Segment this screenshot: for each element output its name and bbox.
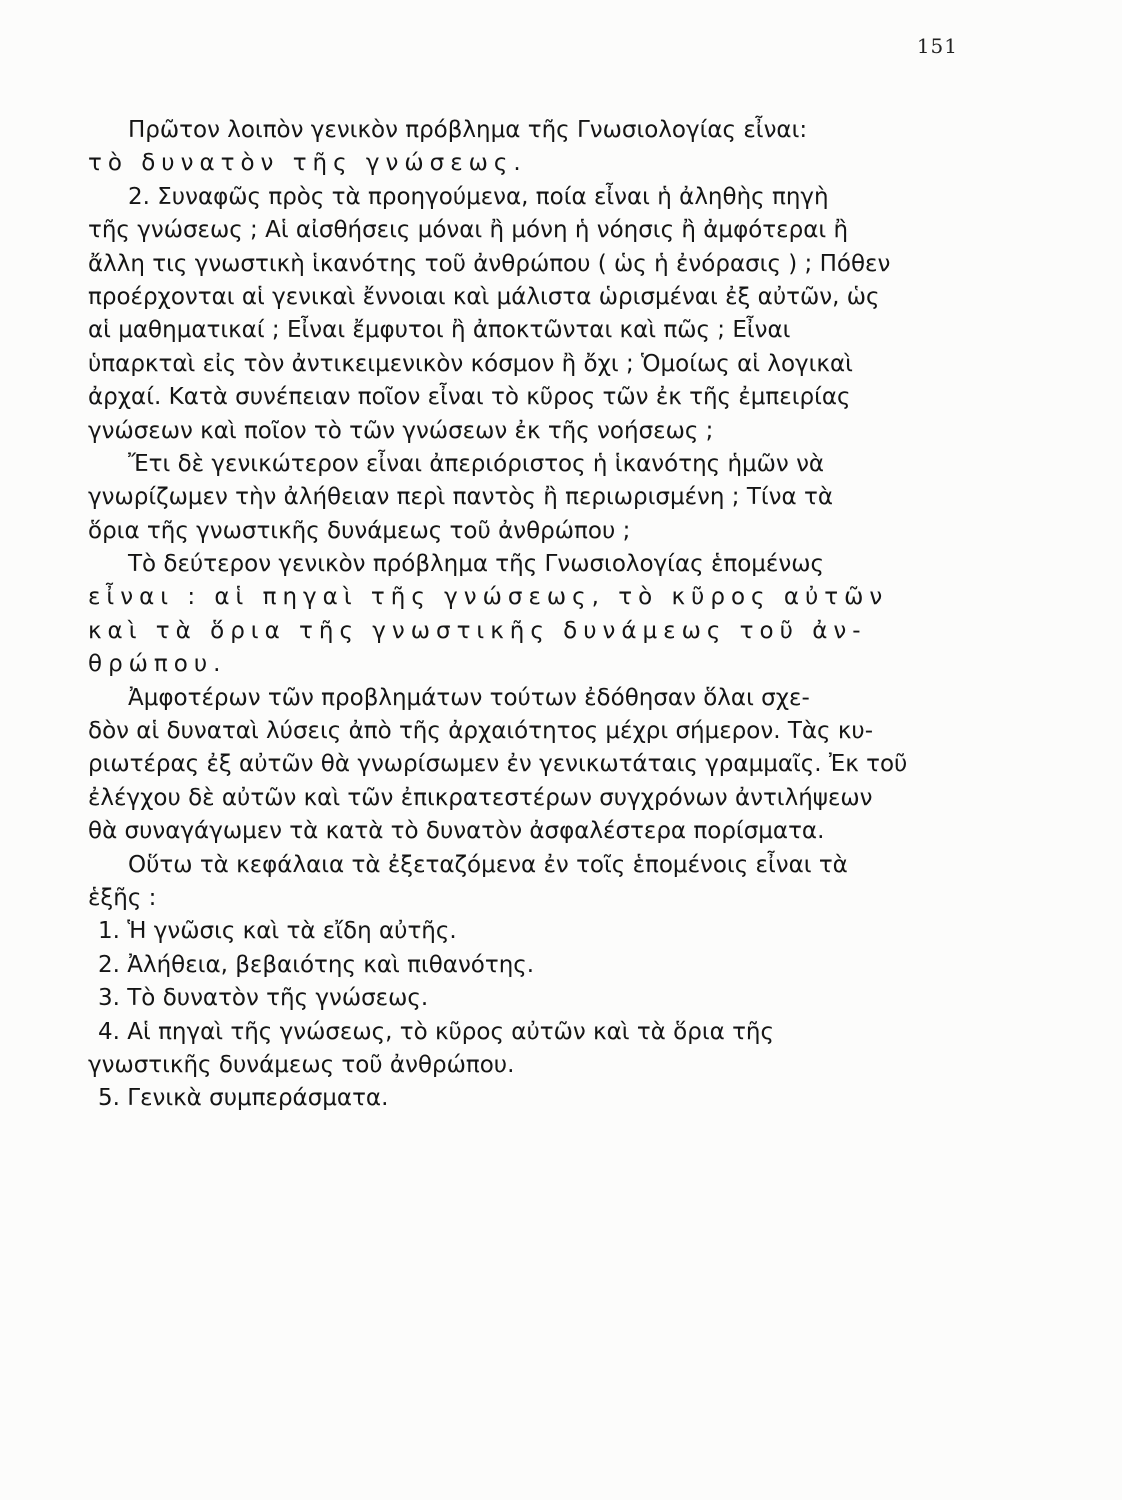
text-line-spaced: θρώπου. [88,651,227,678]
text-line: θὰ συναγάγωμεν τὰ κατὰ τὸ δυνατὸν ἀσφαλέστερα πορίσματα. [88,818,825,845]
text-line-spaced: εἶναι : αἱ πηγαὶ τῆς γνώσεως, τὸ κῦρος αὐτῶν [88,584,889,611]
list-item: 1. Ἡ γνῶσις καὶ τὰ εἴδη αὐτῆς. [98,918,457,945]
page-body-text [88,114,958,1116]
text-line: Ἔτι δὲ γενικώτερον εἶναι ἀπεριόριστος ἡ ἱκανότης ἡμῶν νὰ [128,450,825,477]
text-line: δὸν αἱ δυναταὶ λύσεις ἀπὸ τῆς ἀρχαιότητος μέχρι σήμερον. Τὰς κυ- [88,718,873,745]
text-line: γνώσεων καὶ ποῖον τὸ τῶν γνώσεων ἐκ τῆς νοήσεως ; [88,417,714,444]
text-line-spaced: καὶ τὰ ὅρια τῆς γνωστικῆς δυνάμεως τοῦ ἀν- [88,617,867,644]
text-line: τῆς γνώσεως ; Αἱ αἰσθήσεις μόναι ἢ μόνη ἡ νόησις ἢ ἀμφότεραι ἢ [88,217,849,244]
list-item-continuation: γνωστικῆς δυνάμεως τοῦ ἀνθρώπου. [88,1051,515,1078]
page-number: 151 [916,34,958,58]
list-item: 5. Γενικὰ συμπεράσματα. [98,1085,389,1112]
text-line: αἱ μαθηματικαί ; Εἶναι ἔμφυτοι ἢ ἀποκτῶνται καὶ πῶς ; Εἶναι [88,317,791,344]
text-line: Τὸ δεύτερον γενικὸν πρόβλημα τῆς Γνωσιολογίας ἑπομένως [128,551,824,578]
text-line: ἑξῆς : [88,884,157,911]
text-line-spaced: τὸ δυνατὸν τῆς γνώσεως. [88,150,527,177]
text-line: ἄλλη τις γνωστικὴ ἱκανότης τοῦ ἀνθρώπου ( ὡς ἡ ἐνόρασις ) ; Πόθεν [88,250,891,277]
text-line: Ἀμφοτέρων τῶν προβλημάτων τούτων ἐδόθησαν ὅλαι σχε- [128,684,810,711]
text-line: 2. Συναφῶς πρὸς τὰ προηγούμενα, ποία εἶναι ἡ ἀληθὴς πηγὴ [128,183,829,210]
text-line: Οὕτω τὰ κεφάλαια τὰ ἐξεταζόμενα ἐν τοῖς ἑπομένοις εἶναι τὰ [128,851,848,878]
list-item: 2. Ἀλήθεια, βεβαιότης καὶ πιθανότης. [98,951,535,978]
text-line: ὑπαρκταὶ εἰς τὸν ἀντικειμενικὸν κόσμον ἢ ὄχι ; Ὁμοίως αἱ λογικαὶ [88,350,853,377]
text-line: γνωρίζωμεν τὴν ἀλήθειαν περὶ παντὸς ἢ περιωρισμένη ; Τίνα τὰ [88,484,833,511]
list-item: 4. Αἱ πηγαὶ τῆς γνώσεως, τὸ κῦρος αὐτῶν καὶ τὰ ὅρια τῆς [98,1018,775,1045]
text-line: ριωτέρας ἐξ αὐτῶν θὰ γνωρίσωμεν ἐν γενικωτάταις γραμμαῖς. Ἐκ τοῦ [88,751,908,778]
text-line: Πρῶτον λοιπὸν γενικὸν πρόβλημα τῆς Γνωσιολογίας εἶναι: [128,117,808,143]
text-line: ἐλέγχου δὲ αὐτῶν καὶ τῶν ἐπικρατεστέρων συγχρόνων ἀντιλήψεων [88,784,873,811]
text-line: ἀρχαί. Κατὰ συνέπειαν ποῖον εἶναι τὸ κῦρος τῶν ἐκ τῆς ἐμπειρίας [88,384,851,411]
list-item: 3. Τὸ δυνατὸν τῆς γνώσεως. [98,985,429,1012]
text-line: ὅρια τῆς γνωστικῆς δυνάμεως τοῦ ἀνθρώπου ; [88,517,631,544]
text-line: προέρχονται αἱ γενικαὶ ἔννοιαι καὶ μάλιστα ὡρισμέναι ἐξ αὐτῶν, ὡς [88,283,880,310]
